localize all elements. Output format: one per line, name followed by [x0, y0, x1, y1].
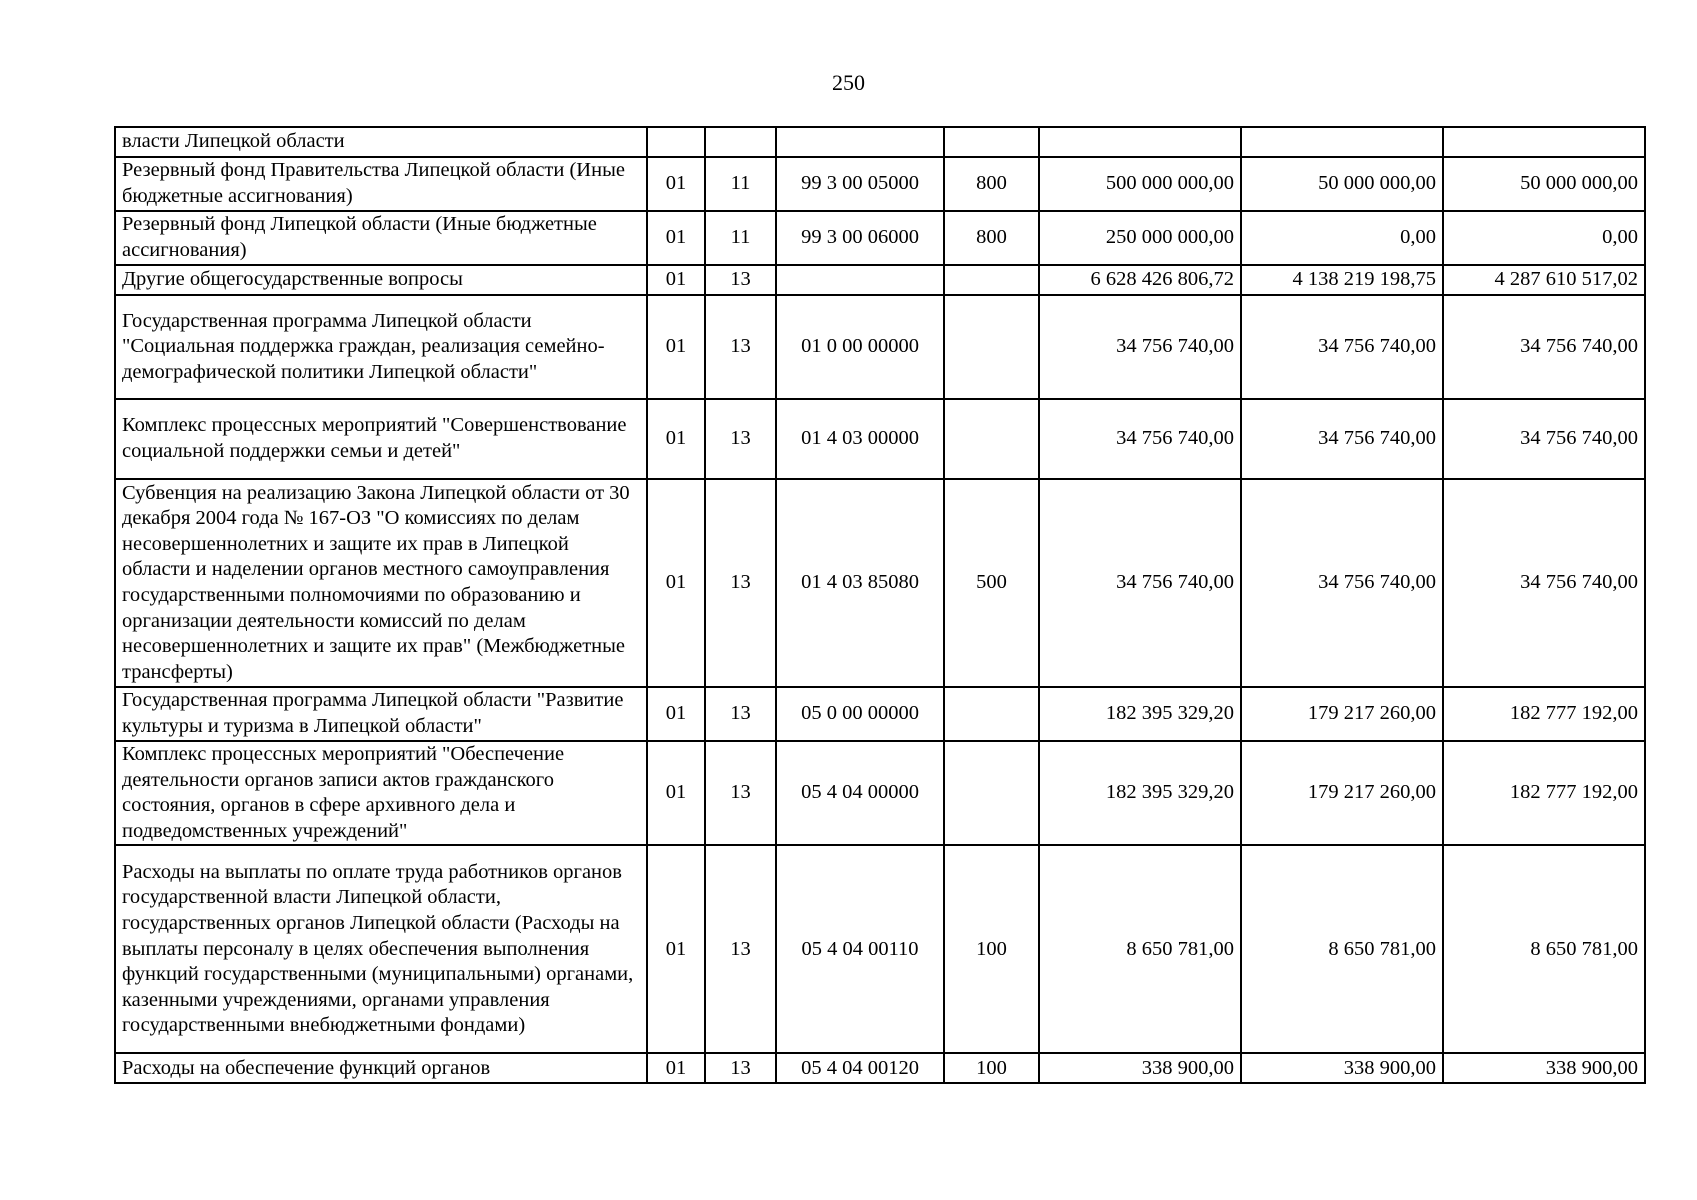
- section-code-cell: 01: [647, 741, 705, 845]
- amount-year1-cell: 6 628 426 806,72: [1039, 265, 1241, 295]
- target-article-cell: 01 0 00 00000: [776, 295, 944, 399]
- amount-year3-cell: 34 756 740,00: [1443, 479, 1645, 687]
- target-article-cell: [776, 127, 944, 157]
- table-row: [115, 479, 1645, 687]
- expense-type-cell: [944, 265, 1039, 295]
- row-name-cell: власти Липецкой области: [115, 127, 647, 157]
- amount-year2-cell: 338 900,00: [1241, 1053, 1443, 1083]
- subsection-code-cell: 13: [705, 845, 776, 1053]
- section-code-cell: 01: [647, 845, 705, 1053]
- amount-year3-cell: 34 756 740,00: [1443, 399, 1645, 479]
- table-row: [115, 845, 1645, 1053]
- amount-year3-cell: 182 777 192,00: [1443, 741, 1645, 845]
- amount-year1-cell: [1039, 127, 1241, 157]
- row-name-cell: Государственная программа Липецкой области "Социальная поддержка граждан, реализация семейно-демографической политики Липецкой области": [115, 295, 647, 399]
- subsection-code-cell: 13: [705, 479, 776, 687]
- row-name-cell: Расходы на выплаты по оплате труда работников органов государственной власти Липецкой области, государственных органов Липецкой области (Расходы на выплаты персоналу в целях обеспечения выполнения функций государственными (муниципальными) органами, казенными учреждениями, органами управления государственными внебюджетными фондами): [115, 845, 647, 1053]
- expense-type-cell: 100: [944, 845, 1039, 1053]
- row-name-cell: Государственная программа Липецкой области "Развитие культуры и туризма в Липецкой области": [115, 687, 647, 741]
- target-article-cell: [776, 265, 944, 295]
- target-article-cell: 99 3 00 06000: [776, 211, 944, 265]
- table-row: [115, 265, 1645, 295]
- section-code-cell: 01: [647, 211, 705, 265]
- table-row: [115, 127, 1645, 157]
- budget-table: [114, 126, 1646, 1084]
- table-row: [115, 1053, 1645, 1083]
- section-code-cell: 01: [647, 1053, 705, 1083]
- row-name-cell: Расходы на обеспечение функций органов: [115, 1053, 647, 1083]
- target-article-cell: 05 4 04 00110: [776, 845, 944, 1053]
- subsection-code-cell: 11: [705, 157, 776, 211]
- amount-year3-cell: 8 650 781,00: [1443, 845, 1645, 1053]
- amount-year1-cell: 34 756 740,00: [1039, 479, 1241, 687]
- amount-year2-cell: 0,00: [1241, 211, 1443, 265]
- expense-type-cell: 100: [944, 1053, 1039, 1083]
- section-code-cell: 01: [647, 157, 705, 211]
- table-row: [115, 399, 1645, 479]
- expense-type-cell: 500: [944, 479, 1039, 687]
- amount-year1-cell: 182 395 329,20: [1039, 687, 1241, 741]
- amount-year3-cell: 0,00: [1443, 211, 1645, 265]
- table-row: [115, 687, 1645, 741]
- table-row: [115, 157, 1645, 211]
- subsection-code-cell: 11: [705, 211, 776, 265]
- subsection-code-cell: 13: [705, 265, 776, 295]
- row-name-cell: Резервный фонд Липецкой области (Иные бюджетные ассигнования): [115, 211, 647, 265]
- expense-type-cell: 800: [944, 211, 1039, 265]
- amount-year3-cell: 338 900,00: [1443, 1053, 1645, 1083]
- section-code-cell: 01: [647, 479, 705, 687]
- amount-year3-cell: 182 777 192,00: [1443, 687, 1645, 741]
- amount-year3-cell: 50 000 000,00: [1443, 157, 1645, 211]
- section-code-cell: [647, 127, 705, 157]
- target-article-cell: 01 4 03 00000: [776, 399, 944, 479]
- amount-year1-cell: 34 756 740,00: [1039, 399, 1241, 479]
- amount-year3-cell: [1443, 127, 1645, 157]
- subsection-code-cell: [705, 127, 776, 157]
- table-row: [115, 741, 1645, 845]
- amount-year1-cell: 8 650 781,00: [1039, 845, 1241, 1053]
- amount-year2-cell: 179 217 260,00: [1241, 741, 1443, 845]
- table-row: [115, 295, 1645, 399]
- amount-year2-cell: [1241, 127, 1443, 157]
- table-row: [115, 211, 1645, 265]
- amount-year2-cell: 50 000 000,00: [1241, 157, 1443, 211]
- target-article-cell: 05 0 00 00000: [776, 687, 944, 741]
- amount-year3-cell: 4 287 610 517,02: [1443, 265, 1645, 295]
- page-number: 250: [832, 70, 865, 95]
- amount-year2-cell: 4 138 219 198,75: [1241, 265, 1443, 295]
- expense-type-cell: [944, 687, 1039, 741]
- amount-year1-cell: 500 000 000,00: [1039, 157, 1241, 211]
- amount-year2-cell: 8 650 781,00: [1241, 845, 1443, 1053]
- target-article-cell: 05 4 04 00120: [776, 1053, 944, 1083]
- expense-type-cell: [944, 399, 1039, 479]
- amount-year2-cell: 34 756 740,00: [1241, 479, 1443, 687]
- target-article-cell: 01 4 03 85080: [776, 479, 944, 687]
- subsection-code-cell: 13: [705, 741, 776, 845]
- subsection-code-cell: 13: [705, 687, 776, 741]
- row-name-cell: Комплекс процессных мероприятий "Обеспечение деятельности органов записи актов гражданского состояния, органов в сфере архивного дела и подведомственных учреждений": [115, 741, 647, 845]
- target-article-cell: 99 3 00 05000: [776, 157, 944, 211]
- amount-year1-cell: 182 395 329,20: [1039, 741, 1241, 845]
- expense-type-cell: [944, 295, 1039, 399]
- row-name-cell: Субвенция на реализацию Закона Липецкой области от 30 декабря 2004 года № 167-ОЗ "О комиссиях по делам несовершеннолетних и защите их прав в Липецкой области и наделении органов местного самоуправления государственными полномочиями по образованию и организации деятельности комиссий по делам несовершеннолетних и защите их прав" (Межбюджетные трансферты): [115, 479, 647, 687]
- amount-year1-cell: 34 756 740,00: [1039, 295, 1241, 399]
- amount-year3-cell: 34 756 740,00: [1443, 295, 1645, 399]
- amount-year1-cell: 250 000 000,00: [1039, 211, 1241, 265]
- target-article-cell: 05 4 04 00000: [776, 741, 944, 845]
- expense-type-cell: 800: [944, 157, 1039, 211]
- expense-type-cell: [944, 127, 1039, 157]
- amount-year1-cell: 338 900,00: [1039, 1053, 1241, 1083]
- subsection-code-cell: 13: [705, 295, 776, 399]
- amount-year2-cell: 34 756 740,00: [1241, 295, 1443, 399]
- row-name-cell: Резервный фонд Правительства Липецкой области (Иные бюджетные ассигнования): [115, 157, 647, 211]
- row-name-cell: Другие общегосударственные вопросы: [115, 265, 647, 295]
- row-name-cell: Комплекс процессных мероприятий "Совершенствование социальной поддержки семьи и детей": [115, 399, 647, 479]
- expense-type-cell: [944, 741, 1039, 845]
- amount-year2-cell: 179 217 260,00: [1241, 687, 1443, 741]
- section-code-cell: 01: [647, 265, 705, 295]
- section-code-cell: 01: [647, 399, 705, 479]
- section-code-cell: 01: [647, 295, 705, 399]
- amount-year2-cell: 34 756 740,00: [1241, 399, 1443, 479]
- subsection-code-cell: 13: [705, 1053, 776, 1083]
- section-code-cell: 01: [647, 687, 705, 741]
- subsection-code-cell: 13: [705, 399, 776, 479]
